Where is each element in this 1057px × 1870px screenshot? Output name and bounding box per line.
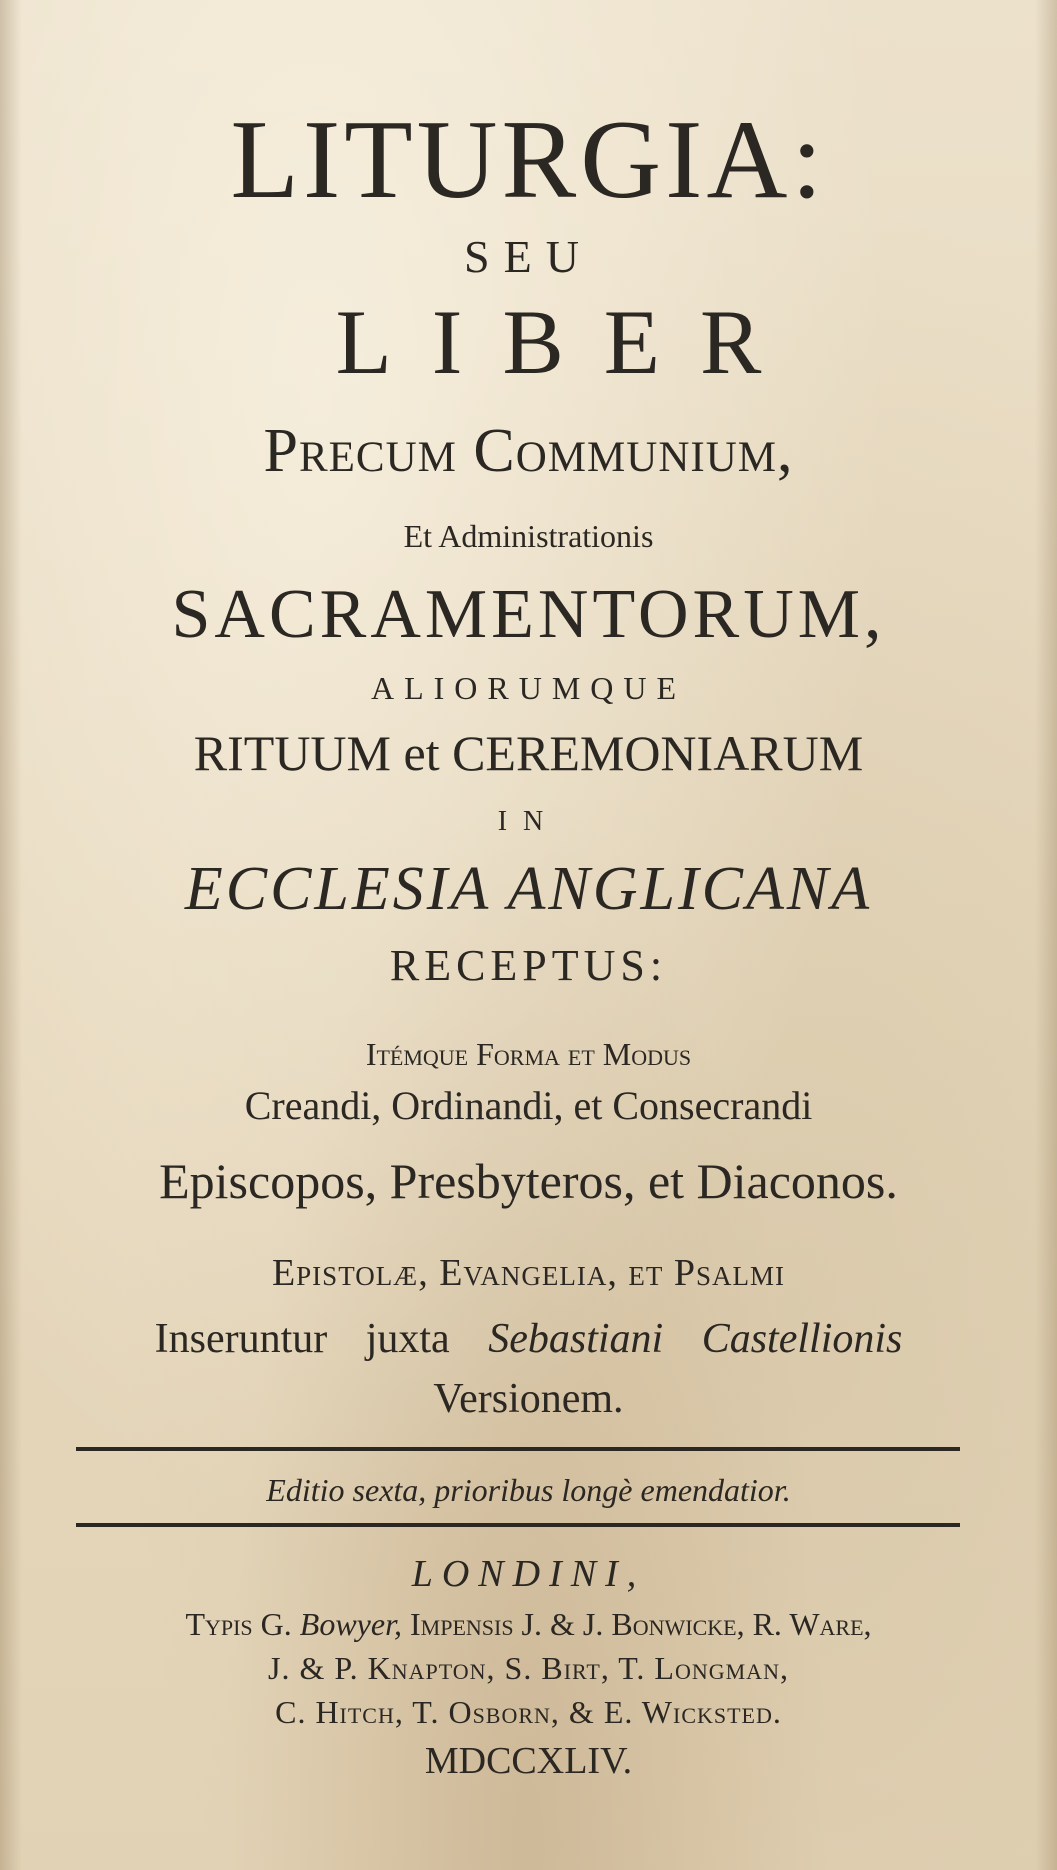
title-receptus: RECEPTUS: — [389, 941, 668, 990]
subtitle-seu: SEU — [464, 231, 593, 282]
title-ecclesia-anglicana: ECCLESIA ANGLICANA — [184, 855, 873, 923]
text-inseruntur: Inseruntur juxta — [154, 1316, 450, 1362]
title-aliorumque: ALIORUMQUE — [370, 670, 687, 706]
imprint-line-2: J. & P. Knapton, S. Birt, T. Longman, — [268, 1650, 789, 1686]
title-liber: LIBER — [335, 291, 802, 393]
text-sebastiani-castellionis: Sebastiani Castellionis — [488, 1316, 903, 1362]
imprint-typis: Typis G. — [185, 1606, 292, 1642]
text-episcopos: Episcopos, Presbyteros, et Diaconos. — [159, 1153, 898, 1209]
text-inseruntur-line — [0, 1318, 1057, 1360]
imprint-line-1 — [0, 1608, 1057, 1640]
imprint-bowyer: Bowyer, — [299, 1606, 402, 1642]
title-precum-communium: Precum Communium, — [263, 417, 794, 485]
edition-note: Editio sexta, prioribus longè emendatior. — [266, 1472, 791, 1508]
horizontal-rule-top — [76, 1447, 960, 1451]
title-sacramentorum: SACRAMENTORUM, — [171, 576, 886, 653]
imprint-line-3: C. Hitch, T. Osborn, & E. Wicksted. — [275, 1694, 782, 1730]
text-versionem: Versionem. — [433, 1376, 624, 1422]
imprint-impensis: Impensis J. & J. Bonwicke, R. Ware, — [409, 1606, 872, 1642]
title-administrationis: Et Administrationis — [403, 518, 654, 554]
imprint-year: MDCCXLIV. — [424, 1740, 633, 1782]
horizontal-rule-bottom — [76, 1523, 960, 1527]
text-creandi: Creandi, Ordinandi, et Consecrandi — [244, 1083, 813, 1128]
text-epistolae: Epistolæ, Evangelia, et Psalmi — [271, 1252, 786, 1294]
title-in: IN — [497, 806, 560, 837]
text-itemque-forma: Itémque Forma et Modus — [365, 1036, 692, 1072]
main-title: LITURGIA: — [230, 98, 827, 222]
imprint-place: LONDINI, — [411, 1553, 646, 1595]
title-rituum-ceremoniarum: RITUUM et CEREMONIARUM — [193, 725, 864, 781]
